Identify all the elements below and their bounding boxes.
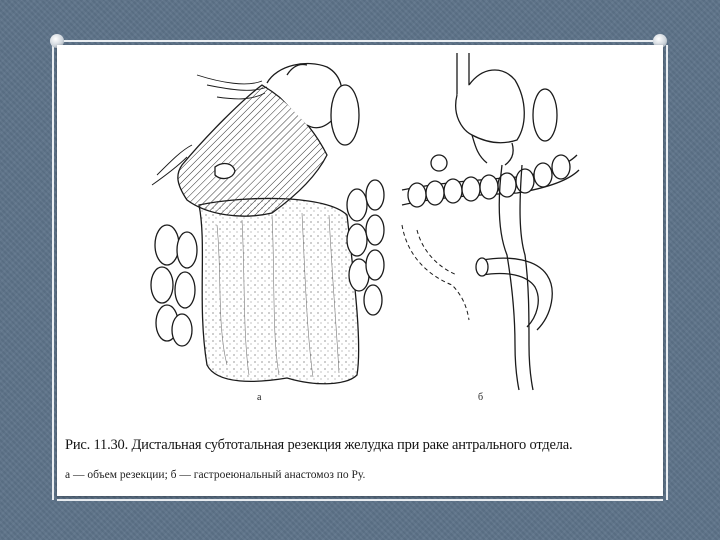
figure-caption-legend: а — объем резекции; б — гастроеюнальный анастомоз по Ру. xyxy=(65,469,366,481)
figure-label-a: а xyxy=(257,392,262,403)
spleen xyxy=(331,85,359,145)
left-intestine-loops xyxy=(151,225,197,346)
figure-label-b: б xyxy=(478,392,484,403)
duodenal-stump-dashed xyxy=(402,225,469,320)
greater-omentum xyxy=(199,198,359,383)
tumor xyxy=(215,164,235,179)
figure-caption-title: Рис. 11.30. Дистальная субтотальная резекция желудка при раке антрального отдела. xyxy=(65,437,573,453)
frame-line-left xyxy=(52,45,54,500)
frame-line-right xyxy=(666,45,668,500)
gastric-stump xyxy=(456,70,525,143)
surgical-illustration xyxy=(57,45,663,425)
figure-b-drawing xyxy=(402,53,579,390)
figure-a-drawing xyxy=(151,64,384,384)
frame-line-bottom xyxy=(57,499,663,501)
roux-limb xyxy=(499,165,533,390)
frame-line-top xyxy=(62,40,660,42)
slide xyxy=(57,45,663,496)
